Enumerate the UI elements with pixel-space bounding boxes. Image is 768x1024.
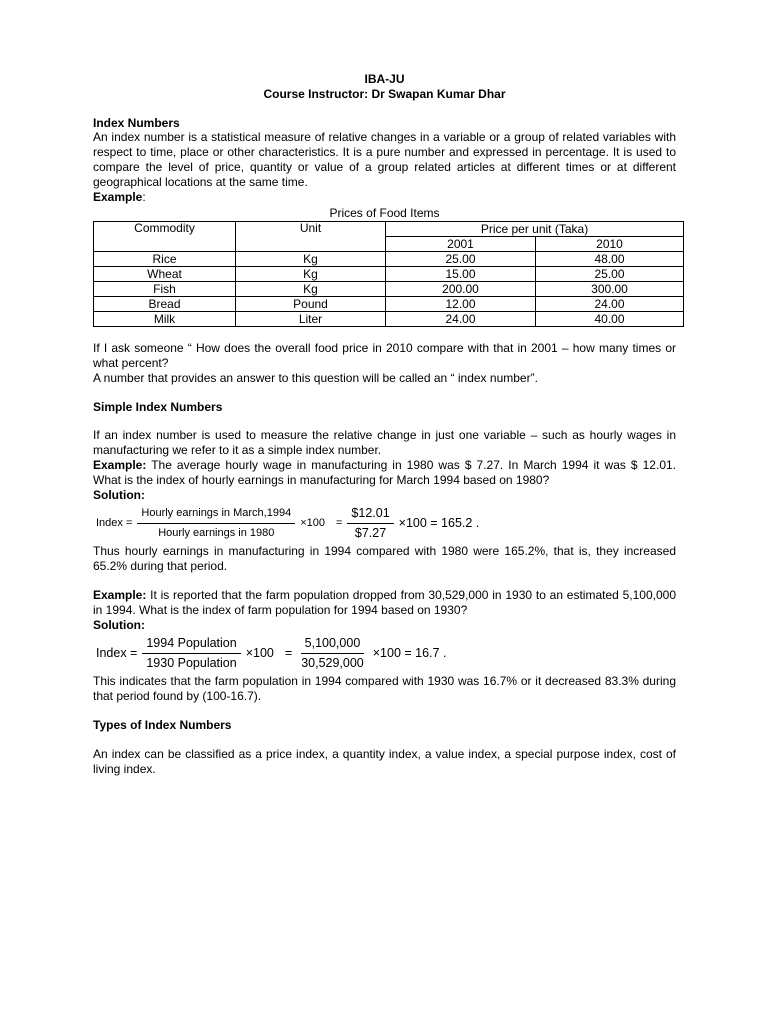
formula-2-fraction <box>142 636 240 671</box>
spacer <box>93 102 676 116</box>
table-row <box>94 297 684 312</box>
formula-2-value-numerator: 5,100,000 <box>301 636 365 654</box>
header-price: Price per unit (Taka) <box>386 222 684 237</box>
cell-unit: Kg <box>236 282 386 297</box>
simple-index-paragraph: If an index number is used to measure the relative change in just one variable – such as hourly wages in manufacturing we refer to it as a simple index number. <box>93 428 676 458</box>
formula-1-denominator: Hourly earnings in 1980 <box>158 526 275 539</box>
formula-2-value-denominator: 30,529,000 <box>301 655 364 670</box>
spacer <box>93 574 676 588</box>
table-row <box>94 282 684 297</box>
conclusion-1: Thus hourly earnings in manufacturing in 1994 compared with 1980 were 165.2%, that is, they increased 65.2% during that period. <box>93 544 676 574</box>
spacer <box>93 386 676 400</box>
cell-commodity: Rice <box>94 252 236 267</box>
question-text: If I ask someone “ How does the overall food price in 2010 compare with that in 2001 – how many times or what percent? <box>93 341 676 370</box>
cell-price-2010: 40.00 <box>536 312 684 327</box>
formula-1-times: ×100 <box>300 516 325 529</box>
example-2-text: It is reported that the farm population dropped from 30,529,000 in 1930 to an estimated 5,100,000 in 1994. What is the index of farm population for 1994 based on 1930? <box>93 587 676 617</box>
spacer <box>93 414 676 428</box>
cell-price-2010: 24.00 <box>536 297 684 312</box>
solution-2-label: Solution: <box>93 617 145 632</box>
formula-2-result: ×100 = 16.7 . <box>372 645 447 660</box>
example-2-label: Example: <box>93 587 147 602</box>
food-prices-table <box>93 221 684 327</box>
document-page <box>93 72 676 776</box>
formula-1-value-fraction <box>347 506 393 541</box>
formula-1-value-numerator: $12.01 <box>347 506 393 524</box>
formula-2-denominator: 1930 Population <box>146 655 237 670</box>
cell-price-2001: 25.00 <box>386 252 536 267</box>
types-heading: Types of Index Numbers <box>93 717 232 732</box>
cell-commodity: Milk <box>94 312 236 327</box>
formula-1-equals: = <box>335 516 343 529</box>
spacer <box>93 704 676 718</box>
table-header-row <box>94 222 684 237</box>
index-numbers-heading: Index Numbers <box>93 115 180 130</box>
index-numbers-paragraph: An index number is a statistical measure of relative changes in a variable or a group of related variables with respect to time, place or other characteristics. It is a pure number and expressed in percentage. It is used to compare the level of price, quantity or value of a group related articles at different times or at different geographical locations at the same time. <box>93 130 676 189</box>
cell-price-2010: 25.00 <box>536 267 684 282</box>
cell-commodity: Bread <box>94 297 236 312</box>
spacer <box>93 327 676 341</box>
formula-1-lhs: Index = <box>96 516 133 529</box>
table-caption: Prices of Food Items <box>329 206 440 221</box>
example-line <box>93 190 676 205</box>
table-row <box>94 252 684 267</box>
index-number-definition: A number that provides an answer to this question will be called an “ index number”. <box>93 370 538 385</box>
spacer <box>93 733 676 747</box>
formula-1-numerator: Hourly earnings in March,1994 <box>137 506 295 524</box>
formula-1-fraction <box>137 506 295 541</box>
table-row <box>94 312 684 327</box>
cell-commodity: Wheat <box>94 267 236 282</box>
header-year-2001: 2001 <box>386 237 536 252</box>
header-commodity: Commodity <box>94 222 236 252</box>
formula-2-times: ×100 <box>245 645 274 660</box>
cell-price-2001: 15.00 <box>386 267 536 282</box>
cell-price-2001: 200.00 <box>386 282 536 297</box>
example-colon: : <box>142 189 146 204</box>
example-1-label: Example: <box>93 457 147 472</box>
formula-1-value-denominator: $7.27 <box>354 525 387 540</box>
header-year-2010: 2010 <box>536 237 684 252</box>
formula-2 <box>93 632 676 674</box>
conclusion-2: This indicates that the farm population in 1994 compared with 1930 was 16.7% or it decreased 83.3% during that period found by (100-16.7). <box>93 674 676 704</box>
example-1-text: The average hourly wage in manufacturing in 1980 was $ 7.27. In March 1994 it was $ 12.01. What is the index of hourly earnings in manufacturing for March 1994 based on 1980? <box>93 457 676 487</box>
example-2-paragraph <box>93 588 676 618</box>
formula-1-result: ×100 = 165.2 . <box>398 515 480 530</box>
formula-1 <box>93 502 676 544</box>
institution-title: IBA-JU <box>364 72 405 86</box>
solution-1-label: Solution: <box>93 487 145 502</box>
cell-unit: Pound <box>236 297 386 312</box>
formula-2-lhs: Index = <box>96 645 138 660</box>
header-unit: Unit <box>236 222 386 252</box>
cell-unit: Kg <box>236 267 386 282</box>
cell-unit: Kg <box>236 252 386 267</box>
cell-price-2001: 12.00 <box>386 297 536 312</box>
formula-2-numerator: 1994 Population <box>142 636 240 654</box>
instructor-line: Course Instructor: Dr Swapan Kumar Dhar <box>263 86 506 101</box>
types-paragraph: An index can be classified as a price index, a quantity index, a value index, a special purpose index, cost of living index. <box>93 746 676 776</box>
example-1-paragraph <box>93 458 676 488</box>
cell-unit: Liter <box>236 312 386 327</box>
formula-2-equals: = <box>284 645 293 660</box>
cell-commodity: Fish <box>94 282 236 297</box>
formula-2-value-fraction <box>297 636 368 671</box>
example-label: Example <box>93 189 143 204</box>
cell-price-2010: 48.00 <box>536 252 684 267</box>
table-row <box>94 267 684 282</box>
cell-price-2010: 300.00 <box>536 282 684 297</box>
cell-price-2001: 24.00 <box>386 312 536 327</box>
simple-index-heading: Simple Index Numbers <box>93 399 223 414</box>
